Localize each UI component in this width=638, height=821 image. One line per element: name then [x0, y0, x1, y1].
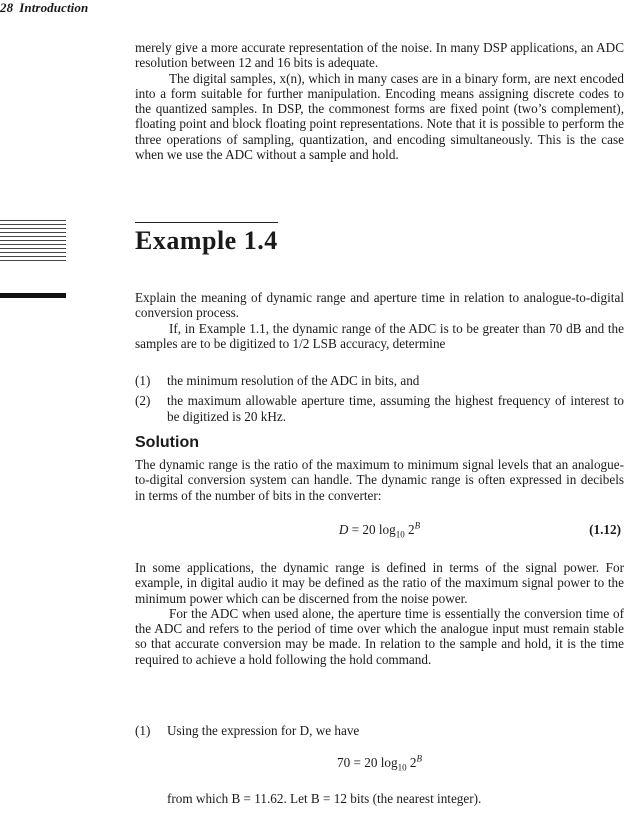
- list-text: Using the expression for D, we have: [167, 723, 360, 738]
- example-title: Example 1.4: [135, 226, 278, 255]
- equation-base: 2: [409, 755, 417, 770]
- example-rule: [135, 222, 278, 223]
- margin-bar: [0, 293, 66, 298]
- solution-paragraph-2: In some applications, the dynamic range is defined in terms of the signal power. For example, in digital audio it may be defined as the ratio of the maximum signal power to the minimum power which can be discerned from the noise power.: [135, 560, 624, 606]
- example-paragraph-2: If, in Example 1.1, the dynamic range of the ADC is to be greater than 70 dB and the samples are to be digitized to 1/2 LSB accuracy, determine: [135, 320, 624, 351]
- page-number: 28: [0, 0, 14, 15]
- equation-lhs: D: [338, 522, 349, 537]
- log-base: 10: [397, 762, 407, 773]
- equation-coef: = 20 log: [351, 522, 396, 537]
- list-number: (1): [135, 723, 151, 738]
- example-paragraph-1: Explain the meaning of dynamic range and aperture time in relation to analogue-to-digital conversion process.: [135, 290, 624, 321]
- solution-paragraph-3: For the ADC when used alone, the aperture time is essentially the conversion time of the ADC and refers to the period of time over which the analogue input must remain stable so that accurate conversion may be made. In relation to the sample and hold, it is the time required to achieve a hold following the hold command.: [135, 605, 624, 667]
- equation-number: (1.12): [589, 522, 621, 537]
- log-base: 10: [395, 529, 405, 540]
- equation-base: 2: [408, 522, 415, 537]
- equation-exponent: B: [414, 520, 421, 531]
- result-text: from which B = 11.62. Let B = 12 bits (the nearest integer).: [167, 791, 482, 806]
- list-number: (1): [135, 373, 151, 388]
- solution-body: [135, 560, 624, 667]
- example-text: [135, 290, 624, 351]
- list-number: (2): [135, 393, 151, 409]
- solution-step-1: [135, 723, 624, 743]
- list-text: the maximum allowable aperture time, assuming the highest frequency of interest to be digitized is 20 kHz.: [167, 393, 624, 424]
- solution-heading: Solution: [135, 434, 199, 451]
- list-item: [135, 393, 624, 424]
- equation-coef: = 20 log: [353, 755, 398, 770]
- solution-paragraph-1: The dynamic range is the ratio of the maximum to minimum signal levels that an analogue-to-digital conversion system can handle. The dynamic range is often expressed in decibels in terms of the number of bits in the converter:: [135, 457, 624, 503]
- list-item: [135, 723, 624, 738]
- intro-text: [135, 40, 624, 162]
- intro-paragraph-2: The digital samples, x(n), which in many cases are in a binary form, are next encoded into a form suitable for further manipulation. Encoding means assigning discrete codes to the quantized samples. In DSP, the commonest forms are fixed point (two’s complement), floating point and block floating point representations. Note that it is possible to perform the three operations of sampling, quantization, and encoding simultaneously. This is the case when we use the ADC without a sample and hold.: [135, 70, 624, 163]
- section-title: Introduction: [19, 0, 89, 15]
- example-list: [135, 373, 624, 429]
- list-text: the minimum resolution of the ADC in bits, and: [167, 373, 420, 388]
- intro-paragraph-1: merely give a more accurate representation of the noise. In many DSP applications, an ADC resolution between 12 and 16 bits is adequate.: [135, 40, 624, 71]
- list-item: [135, 373, 624, 388]
- margin-rule-lines: [0, 220, 66, 264]
- equation-lhs: 70: [337, 755, 351, 770]
- page-header: [0, 0, 88, 16]
- equation-exponent: B: [416, 753, 422, 764]
